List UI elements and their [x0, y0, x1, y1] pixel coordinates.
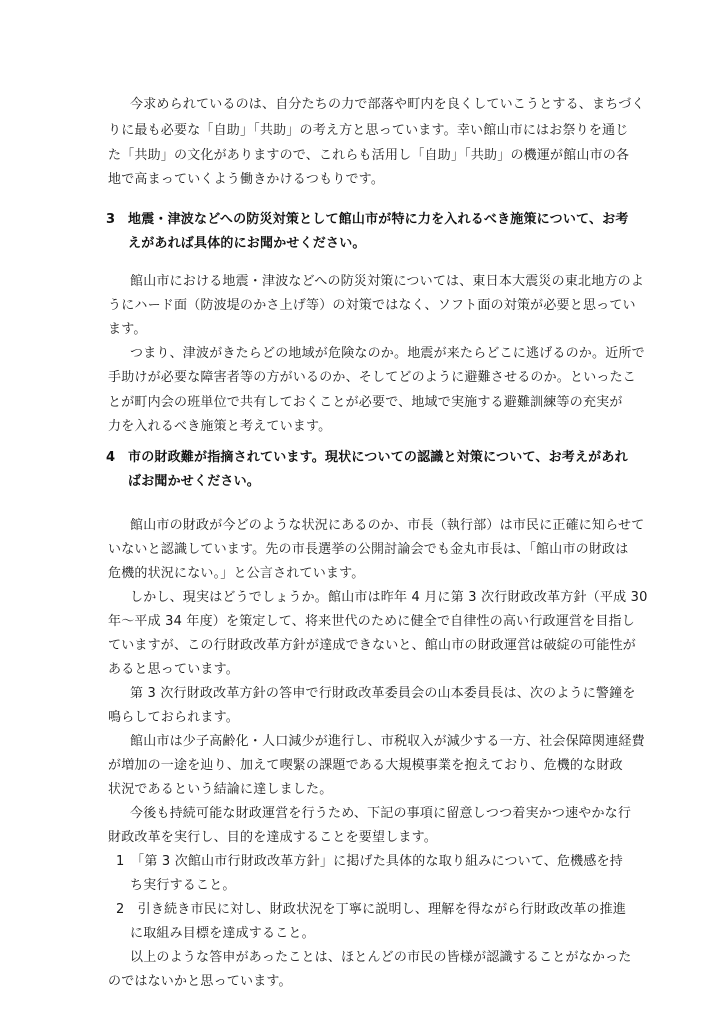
- q4-question-line-2: ばお聞かせください。: [128, 474, 261, 489]
- q4-answer-line-16: ち実行すること。: [130, 878, 236, 893]
- q3-answer-line-7: 力を入れるべき施策と考えています。: [108, 419, 332, 434]
- q4-answer-line-10: 館山市は少子高齢化・人口減少が進行し、市税収入が減少する一方、社会保障関連経費: [130, 734, 645, 749]
- q3-answer-line-1: 館山市における地震・津波などへの防災対策については、東日本大震災の東北地方のよ: [130, 274, 645, 289]
- q3-answer-line-3: ます。: [108, 322, 147, 337]
- q4-answer-line-11: が増加の一途を辿り、加えて喫緊の課題である大規模事業を抱えており、危機的な財政: [108, 758, 623, 773]
- q4-answer-line-8: 第 3 次行財政改革方針の答申で行財政改革委員会の山本委員長は、次のように警鐘を: [130, 686, 636, 701]
- q3-question-line-2: えがあれば具体的にお聞かせください。: [128, 236, 366, 251]
- q4-answer-line-17: 2 引き続き市民に対し、財政状況を丁寧に説明し、理解を得ながら行財政改革の推進: [116, 902, 627, 917]
- q4-answer-line-15: 1 「第 3 次館山市行財政改革方針」に掲げた具体的な取り組みについて、危機感を持: [116, 854, 623, 869]
- intro-line-4: 地で高まっていくよう働きかけるつもりです。: [108, 172, 385, 187]
- q4-answer-line-18: に取組み目標を達成すること。: [130, 926, 315, 941]
- q3-number: 3: [106, 212, 116, 227]
- q4-answer-line-7: あると思っています。: [108, 662, 239, 677]
- q3-answer-line-6: とが町内会の班単位で共有しておくことが必要で、地域で実施する避難訓練等の充実が: [108, 395, 623, 410]
- intro-line-3: た「共助」の文化がありますので、これらも活用し「自助」「共助」の機運が館山市の各: [108, 148, 630, 163]
- q4-question-line-1: 市の財政難が指摘されています。現状についての認識と対策について、お考えがあれ: [128, 450, 628, 465]
- q4-answer-line-9: 鳴らしておられます。: [108, 710, 239, 725]
- q3-answer-line-4: つまり、津波がきたらどの地域が危険なのか。地震が来たらどこに逃げるのか。近所で: [130, 346, 645, 361]
- q4-answer-line-13: 今後も持続可能な財政運営を行うため、下記の事項に留意しつつ着実かつ速やかな行: [130, 806, 632, 821]
- q4-answer-line-20: のではないかと思っています。: [108, 974, 292, 989]
- q4-answer-line-5: 年〜平成 34 年度）を策定して、将来世代のために健全で自律性の高い行政運営を目指し: [108, 614, 635, 629]
- q3-answer-line-5: 手助けが必要な障害者等の方がいるのか、そしてどのように避難させるのか。といったこ: [108, 370, 637, 385]
- intro-line-1: 今求められているのは、自分たちの力で部落や町内を良くしていこうとする、まちづく: [130, 97, 645, 112]
- q3-question-line-1: 地震・津波などへの防災対策として館山市が特に力を入れるべき施策について、お考: [128, 212, 629, 227]
- q4-answer-line-6: ていますが、この行財政改革方針が達成できないと、館山市の財政運営は破綻の可能性が: [108, 638, 637, 653]
- q4-answer-line-12: 状況であるという結論に達しました。: [108, 782, 333, 797]
- q4-answer-line-1: 館山市の財政が今どのような状況にあるのか、市長（執行部）は市民に正確に知らせて: [130, 518, 645, 533]
- q4-number: 4: [106, 450, 116, 465]
- q4-answer-line-19: 以上のような答申があったことは、ほとんどの市民の皆様が認識することがなかった: [130, 950, 632, 965]
- intro-line-2: りに最も必要な「自助」「共助」の考え方と思っています。幸い館山市にはお祭りを通じ: [108, 123, 629, 138]
- q3-answer-line-2: うにハード面（防波堤のかさ上げ等）の対策ではなく、ソフト面の対策が必要と思ってい: [108, 298, 636, 313]
- q4-answer-line-2: いないと認識しています。先の市長選挙の公開討論会でも金丸市長は、「館山市の財政は: [108, 542, 629, 557]
- q4-answer-line-14: 財政改革を実行し、目的を達成することを要望します。: [108, 830, 437, 845]
- q4-answer-line-4: しかし、現実はどうでしょうか。館山市は昨年 4 月に第 3 次行財政改革方針（平成 30: [130, 590, 648, 605]
- q4-answer-line-3: 危機的状況にない。」と公言されています。: [108, 566, 365, 581]
